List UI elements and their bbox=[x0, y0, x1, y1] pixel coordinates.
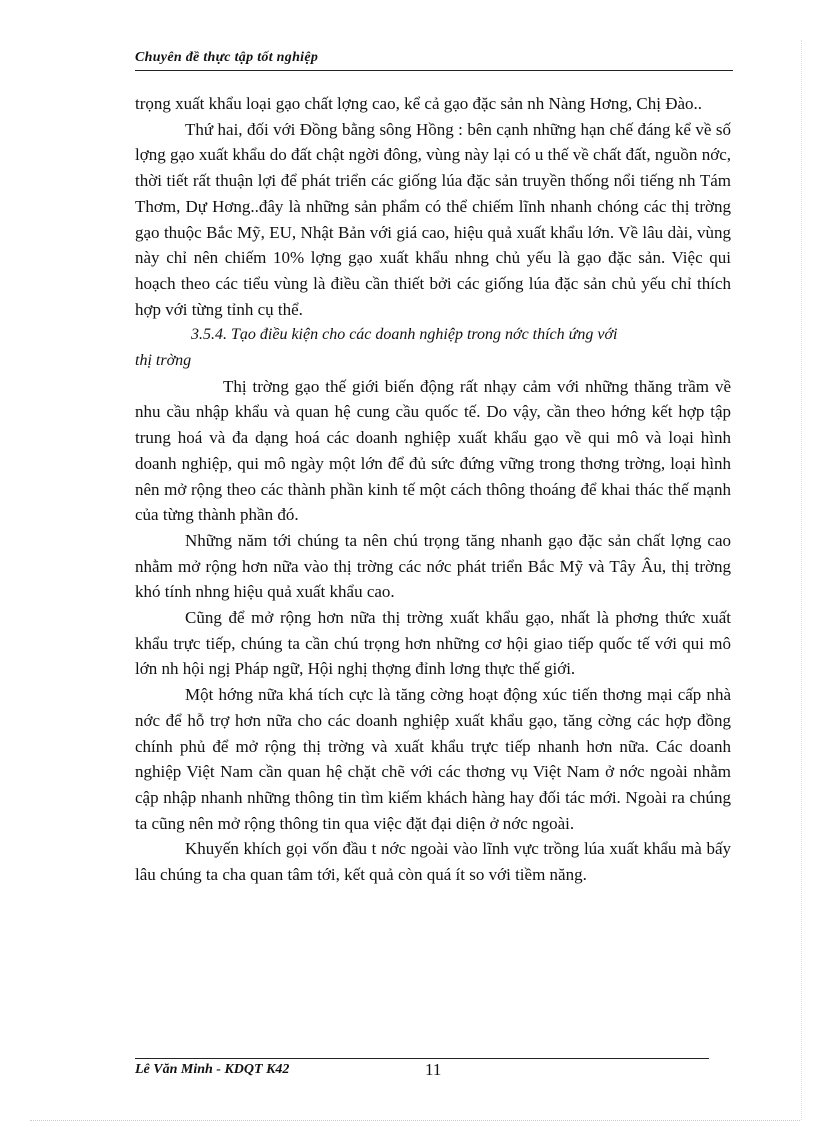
paragraph-3: Thị trờng gạo thế giới biến động rất nhạy cảm với những thăng trầm về nhu cầu nhập khẩu và quan hệ cung cầu quốc tế. Do vậy, cần theo hớng kết hợp tập trung hoá và đa dạng hoá các doanh nghiệp xuất khẩu gạo về qui mô và loại hình doanh nghiệp, qui mô ngày một lớn để đủ sức đứng vững trong thơng trờng, loại hình nên mở rộng theo các thành phần kinh tế một cách thông thoáng để khai thác thế mạnh của từng thành phần đó. bbox=[135, 376, 731, 525]
paragraph-7: Khuyến khích gọi vốn đầu t nớc ngoài vào lĩnh vực trồng lúa xuất khẩu mà bấy lâu chúng ta cha quan tâm tới, kết quả còn quá ít so với tiềm năng. bbox=[135, 839, 731, 885]
section-heading-line2: thị trờng bbox=[135, 352, 192, 370]
page-border-bottom bbox=[30, 1120, 800, 1121]
paragraph-6: Một hớng nữa khá tích cực là tăng cờng hoạt động xúc tiến thơng mại cấp nhà nớc để hỗ trợ hơn nữa cho các doanh nghiệp xuất khẩu gạo, tăng cờng các hợp đồng chính phủ để mở rộng thị trờng và xuất khẩu trực tiếp nhanh hơn nữa. Các doanh nghiệp Việt Nam cần quan hệ chặt chẽ với các thơng vụ Việt Nam ở nớc ngoài nhằm cập nhập nhanh những thông tin tìm kiếm khách hàng hay đối tác mới. Ngoài ra chúng ta cũng nên mở rộng thông tin qua việc đặt đại diện ở nớc ngoài. bbox=[135, 685, 731, 833]
page-header bbox=[135, 50, 733, 71]
page-number: 11 bbox=[425, 1060, 442, 1079]
footer-rule bbox=[135, 1058, 709, 1059]
section-heading bbox=[135, 322, 731, 373]
paragraph-1: trọng xuất khẩu loại gạo chất lợng cao, kể cả gạo đặc sản nh Nàng Hơng, Chị Đào.. bbox=[135, 94, 703, 113]
paragraph-2: Thứ hai, đối với Đồng bằng sông Hồng : bên cạnh những hạn chế đáng kể về số lợng gạo xuất khẩu do đất chật ngời đông, vùng này lại có u thế về chất đất, nguồn nớc, thời tiết rất thuận lợi để phát triển các giống lúa đặc sản truyền thống nổi tiếng nh Tám Thơm, Dự Hơng..đây là những sản phẩm có thể chiếm lĩnh nhanh chóng các thị trờng gạo thuộc Bắc Mỹ, EU, Nhật Bản với giá cao, hiệu quả xuất khẩu lớn. Về lâu dài, vùng này chỉ nên chiếm 10% lợng gạo xuất khẩu nhng chủ yếu là gạo đặc sản. Việc qui hoạch theo các tiểu vùng là điều cần thiết bởi các giống lúa đặc sản chủ yếu chỉ thích hợp với từng tỉnh cụ thể. bbox=[135, 119, 731, 319]
page-border-right bbox=[801, 40, 802, 1120]
section-heading-line1: 3.5.4. Tạo điều kiện cho các doanh nghiệp trong nớc thích ứng với bbox=[191, 326, 618, 344]
paragraph-5: Cũng để mở rộng hơn nữa thị trờng xuất khẩu gạo, nhất là phơng thức xuất khẩu trực tiếp, chúng ta cần chú trọng hơn những cơ hội giao tiếp quốc tế với qui mô lớn nh hội ngị Pháp ngữ, Hội nghị thợng đỉnh lơng thực thế giới. bbox=[135, 608, 731, 679]
paragraph-4: Những năm tới chúng ta nên chú trọng tăng nhanh gạo đặc sản chất lợng cao nhằm mở rộng hơn nữa vào thị trờng các nớc phát triển Bắc Mỹ và Tây Âu, thị trờng khó tính nhng hiệu quả xuất khẩu cao. bbox=[135, 530, 731, 602]
document-body bbox=[135, 91, 731, 888]
footer-author: Lê Văn Minh - KDQT K42 bbox=[135, 1062, 290, 1077]
header-title: Chuyên đề thực tập tốt nghiệp bbox=[135, 50, 319, 65]
